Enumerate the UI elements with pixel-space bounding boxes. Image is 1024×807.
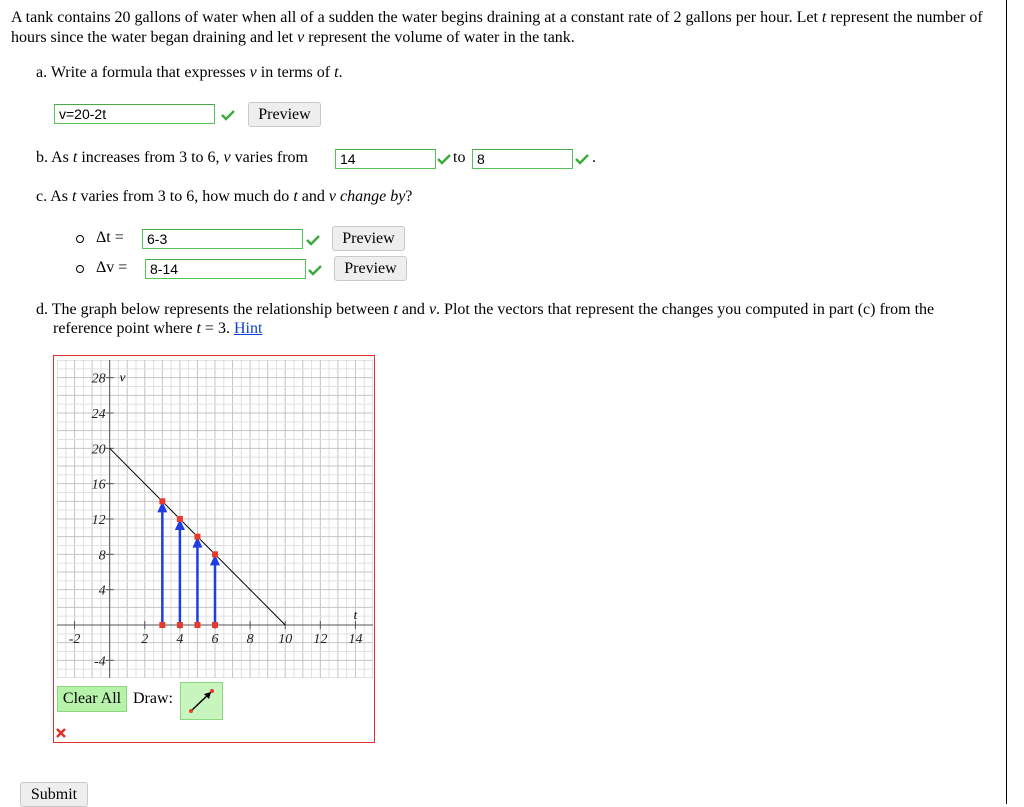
v-from-input[interactable]: 14: [335, 149, 436, 169]
formula-preview-button[interactable]: Preview: [248, 102, 321, 127]
error-x-icon: [55, 727, 67, 739]
x-tick-label: 12: [313, 632, 328, 647]
y-tick-label: 16: [91, 477, 106, 493]
x-tick-label: 14: [348, 632, 363, 647]
y-tick-label: -4: [93, 654, 106, 670]
part-d-question-line2: reference point where t = 3. Hint: [53, 320, 263, 337]
delta-v-label: Δv =: [96, 259, 128, 276]
y-tick-label: 4: [98, 583, 106, 599]
part-b-question: b. As t increases from 3 to 6, v varies from: [36, 149, 308, 166]
vector-start-point: [177, 622, 183, 628]
vector-end-point: [159, 498, 165, 504]
delta-t-preview-button[interactable]: Preview: [332, 226, 405, 251]
x-axis-label: t: [353, 607, 358, 622]
x-tick-label: 10: [278, 632, 293, 647]
y-tick-label: 8: [98, 548, 106, 564]
x-tick-label: 6: [211, 632, 219, 647]
y-tick-label: 12: [91, 513, 106, 528]
vector-end-point: [194, 534, 200, 540]
v-to-input[interactable]: 8: [472, 149, 573, 169]
list-bullet: [76, 235, 84, 243]
to-label: to: [453, 149, 466, 166]
delta-v-preview-button[interactable]: Preview: [334, 256, 407, 281]
vector-start-point: [159, 622, 165, 628]
submit-button[interactable]: Submit: [20, 782, 88, 807]
draw-label: Draw:: [133, 690, 173, 707]
vector-end-point: [177, 516, 183, 522]
formula-input[interactable]: v=20-2t: [54, 104, 215, 124]
x-tick-label: 8: [246, 632, 254, 647]
correct-check-icon: [306, 234, 320, 246]
delta-t-label: Δt =: [96, 229, 124, 246]
y-tick-label: 24: [91, 407, 106, 422]
x-tick-label: -2: [68, 632, 81, 647]
part-a-question: a. Write a formula that expresses v in terms of t.: [36, 64, 343, 81]
correct-check-icon: [308, 264, 322, 276]
hint-link[interactable]: Hint: [233, 320, 263, 337]
vector-start-point: [212, 622, 218, 628]
y-tick-label: 20: [91, 442, 106, 458]
vector-end-point: [212, 551, 218, 557]
problem-statement: A tank contains 20 gallons of water when all of a sudden the water begins draining at a constant rate of 2 gallons per hour. Let t represent the number of hours since the water began draining and let v represent the volume of water in the tank.: [11, 9, 983, 46]
y-axis-label: v: [119, 369, 126, 385]
x-tick-label: 4: [176, 632, 184, 647]
part-c-question: c. As t varies from 3 to 6, how much do t and v change by?: [36, 188, 413, 205]
graph-canvas[interactable]: [57, 360, 373, 678]
clear-all-button[interactable]: Clear All: [57, 686, 127, 712]
correct-check-icon: [575, 153, 589, 165]
correct-check-icon: [437, 153, 451, 165]
list-bullet: [76, 265, 84, 273]
delta-t-input[interactable]: 6-3: [142, 229, 303, 249]
part-b-end: .: [592, 149, 596, 166]
part-d-question: d. The graph below represents the relationship between t and v. Plot the vectors that represent the changes you computed in part (c) from the: [36, 301, 935, 318]
vector-start-point: [194, 622, 200, 628]
draw-vector-tool-button[interactable]: [180, 682, 223, 720]
vector-tool-icon: [181, 683, 222, 719]
page-right-border: [1006, 0, 1007, 804]
y-tick-label: 28: [91, 371, 106, 387]
delta-v-input[interactable]: 8-14: [145, 259, 306, 279]
correct-check-icon: [221, 109, 235, 121]
x-tick-label: 2: [141, 632, 149, 647]
